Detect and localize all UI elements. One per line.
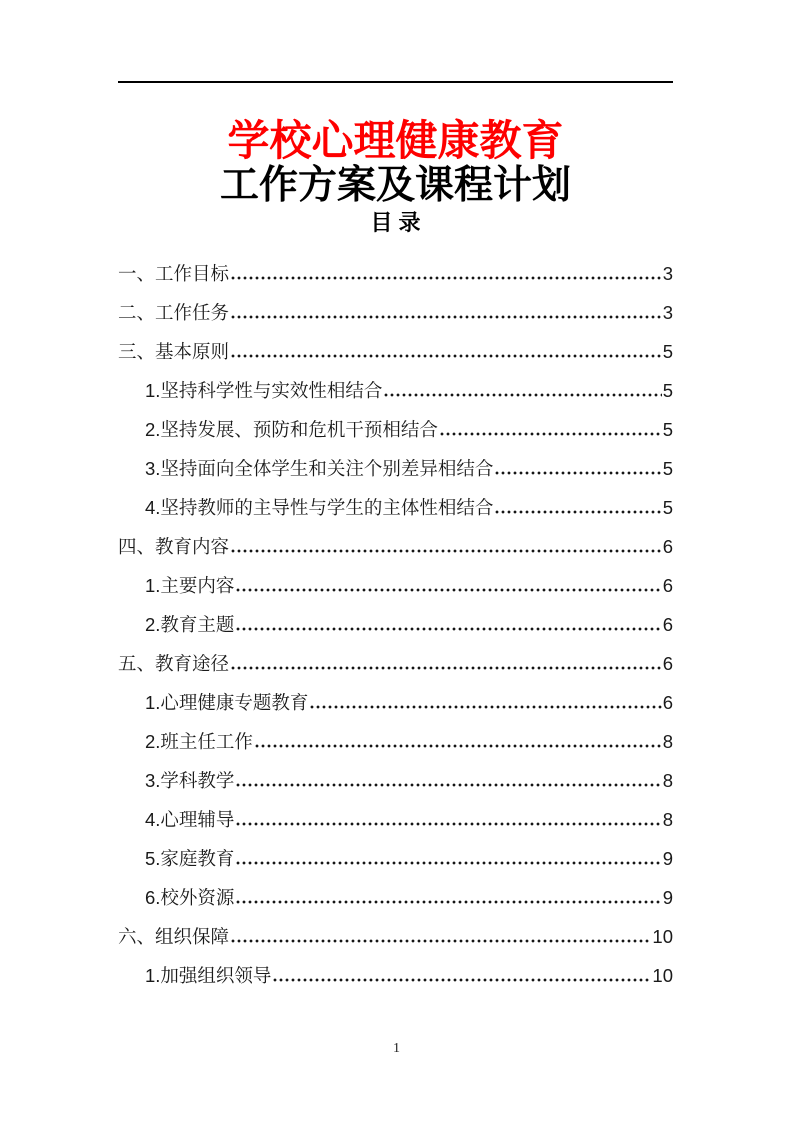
toc-entry-page: 6 [662, 614, 673, 635]
toc-leader-dots [494, 501, 661, 514]
toc-entry-page: 8 [662, 770, 673, 791]
toc-entry-page: 5 [662, 497, 673, 518]
toc-entry[interactable] [118, 839, 673, 878]
toc-entry[interactable] [118, 956, 673, 995]
toc-entry-label: 4.心理辅导 [145, 809, 235, 830]
toc-entry[interactable] [118, 644, 673, 683]
toc-leader-dots [230, 540, 662, 553]
toc-entry-page: 6 [662, 575, 673, 596]
toc-list [118, 254, 673, 995]
toc-leader-dots [230, 306, 662, 319]
toc-entry-label: 2.坚持发展、预防和危机干预相结合 [145, 419, 438, 440]
toc-entry-label: 3.坚持面向全体学生和关注个别差异相结合 [145, 458, 494, 479]
toc-heading: 目 录 [370, 210, 421, 235]
toc-entry-page: 10 [652, 965, 673, 986]
toc-entry-label: 1.主要内容 [145, 575, 235, 596]
toc-entry-page: 8 [662, 809, 673, 830]
toc-leader-dots [254, 735, 662, 748]
toc-entry-label: 1.心理健康专题教育 [145, 692, 309, 713]
toc-leader-dots [235, 813, 661, 826]
toc-entry-page: 3 [662, 263, 673, 284]
toc-entry[interactable] [118, 761, 673, 800]
toc-entry-label: 1.坚持科学性与实效性相结合 [145, 380, 383, 401]
toc-entry-page: 10 [652, 926, 673, 947]
toc-leader-dots [383, 384, 661, 397]
toc-entry-label: 6.校外资源 [145, 887, 235, 908]
toc-leader-dots [230, 345, 662, 358]
toc-entry[interactable] [118, 527, 673, 566]
toc-entry-page: 6 [662, 653, 673, 674]
toc-entry-label: 三、基本原则 [118, 341, 230, 362]
toc-leader-dots [235, 774, 661, 787]
page-title-line1: 学校心理健康教育 [227, 117, 564, 164]
toc-entry-label: 1.加强组织领导 [145, 965, 272, 986]
toc-entry[interactable] [118, 722, 673, 761]
toc-entry-label: 二、工作任务 [118, 302, 230, 323]
toc-entry-page: 8 [662, 731, 673, 752]
toc-entry[interactable] [118, 293, 673, 332]
toc-leader-dots [309, 696, 661, 709]
toc-leader-dots [235, 852, 661, 865]
toc-entry-page: 3 [662, 302, 673, 323]
toc-entry-label: 5.家庭教育 [145, 848, 235, 869]
toc-entry-page: 9 [662, 887, 673, 908]
toc-entry[interactable] [118, 488, 673, 527]
toc-entry[interactable] [118, 371, 673, 410]
toc-entry-label: 2.教育主题 [145, 614, 235, 635]
toc-leader-dots [494, 462, 661, 475]
toc-entry[interactable] [118, 800, 673, 839]
toc-entry-label: 六、组织保障 [118, 926, 230, 947]
toc-entry[interactable] [118, 449, 673, 488]
toc-entry-label: 4.坚持教师的主导性与学生的主体性相结合 [145, 497, 494, 518]
toc-entry-page: 6 [662, 692, 673, 713]
toc-entry-label: 3.学科教学 [145, 770, 235, 791]
toc-leader-dots [235, 618, 661, 631]
toc-entry-page: 6 [662, 536, 673, 557]
toc-entry-label: 五、教育途径 [118, 653, 230, 674]
page-title-line2: 工作方案及课程计划 [219, 164, 571, 207]
toc-leader-dots [235, 891, 661, 904]
toc-entry[interactable] [118, 683, 673, 722]
toc-entry-page: 5 [662, 419, 673, 440]
toc-entry[interactable] [118, 254, 673, 293]
toc-entry[interactable] [118, 332, 673, 371]
toc-leader-dots [230, 657, 662, 670]
toc-entry-label: 四、教育内容 [118, 536, 230, 557]
toc-entry-page: 9 [662, 848, 673, 869]
toc-entry[interactable] [118, 917, 673, 956]
page-number: 1 [393, 1041, 400, 1056]
toc-leader-dots [235, 579, 661, 592]
toc-leader-dots [230, 267, 662, 280]
title-block [118, 117, 673, 237]
toc-entry[interactable] [118, 605, 673, 644]
toc-entry[interactable] [118, 566, 673, 605]
toc-entry-page: 5 [662, 380, 673, 401]
toc-entry-label: 一、工作目标 [118, 263, 230, 284]
toc-entry-label: 2.班主任工作 [145, 731, 253, 752]
toc-leader-dots [439, 423, 662, 436]
toc-entry[interactable] [118, 878, 673, 917]
toc-entry[interactable] [118, 410, 673, 449]
header-horizontal-rule [118, 81, 673, 83]
toc-leader-dots [272, 969, 651, 982]
toc-leader-dots [230, 930, 651, 943]
toc-entry-page: 5 [662, 458, 673, 479]
toc-entry-page: 5 [662, 341, 673, 362]
